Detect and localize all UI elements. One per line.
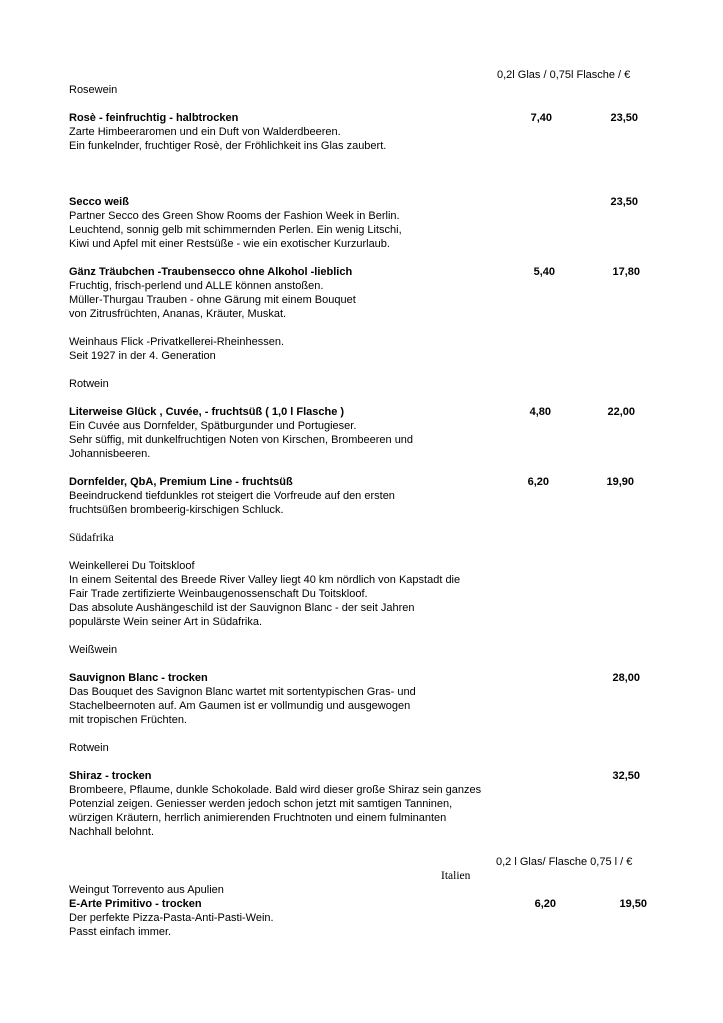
- wine-desc-shiraz-2: Potenzial zeigen. Geniesser werden jedoch schon jetzt mit samtigen Tanninen,: [69, 798, 453, 810]
- section-heading-suedafrika: Südafrika: [69, 532, 114, 544]
- wine-desc-sauvignon-1: Das Bouquet des Savignon Blanc wartet mit sortentypischen Gras- und: [69, 686, 416, 698]
- price-bottle-rose: 23,50: [610, 112, 638, 124]
- winery-dutoitskloof-5: populärste Wein seiner Art in Südafrika.: [69, 616, 263, 628]
- wine-desc-dornfelder-1: Beeindruckend tiefdunkles rot steigert die Vorfreude auf den ersten: [69, 490, 395, 502]
- winery-dutoitskloof-4: Das absolute Aushängeschild ist der Sauvignon Blanc - der seit Jahren: [69, 602, 415, 614]
- wine-desc-sauvignon-3: mit tropischen Früchten.: [69, 714, 187, 726]
- price-glass-rose: 7,40: [530, 112, 552, 124]
- wine-desc-shiraz-3: würzigen Kräutern, herrlich animierenden Fruchtnoten und einem fulminanten: [69, 812, 447, 824]
- price-bottle-sauvignon: 28,00: [612, 672, 640, 684]
- price-bottle-secco: 23,50: [610, 196, 638, 208]
- winery-torrevento: Weingut Torrevento aus Apulien: [69, 884, 224, 896]
- section-heading-weisswein: Weißwein: [69, 644, 118, 656]
- wine-desc-literweise-3: Johannisbeeren.: [69, 448, 151, 460]
- price-bottle-traubchen: 17,80: [612, 266, 640, 278]
- wine-name-traubchen: Gänz Träubchen -Traubensecco ohne Alkohol -lieblich: [69, 266, 353, 278]
- winery-dutoitskloof-1: Weinkellerei Du Toitskloof: [69, 560, 195, 572]
- wine-desc-traubchen-2: Müller-Thurgau Trauben - ohne Gärung mit einem Bouquet: [69, 294, 356, 306]
- wine-desc-traubchen-1: Fruchtig, frisch-perlend und ALLE können anstoßen.: [69, 280, 324, 292]
- winery-flick-1: Weinhaus Flick -Privatkellerei-Rheinhessen.: [69, 336, 284, 348]
- wine-desc-secco-2: Leuchtend, sonnig gelb mit schimmernden Perlen. Ein wenig Litschi,: [69, 224, 402, 236]
- wine-desc-rose-1: Zarte Himbeeraromen und ein Duft von Walderdbeeren.: [69, 126, 341, 138]
- wine-name-primitivo: E-Arte Primitivo - trocken: [69, 898, 202, 910]
- wine-desc-sauvignon-2: Stachelbeernoten auf. Am Gaumen ist er vollmundig und ausgewogen: [69, 700, 411, 712]
- price-bottle-primitivo: 19,50: [619, 898, 647, 910]
- winery-dutoitskloof-2: In einem Seitental des Breede River Valley liegt 40 km nördlich von Kapstadt die: [69, 574, 461, 586]
- wine-desc-shiraz-1: Brombeere, Pflaume, dunkle Schokolade. Bald wird dieser große Shiraz sein ganzes: [69, 784, 482, 796]
- winery-flick-2: Seit 1927 in der 4. Generation: [69, 350, 216, 362]
- wine-name-sauvignon: Sauvignon Blanc - trocken: [69, 672, 208, 684]
- wine-desc-primitivo-2: Passt einfach immer.: [69, 926, 172, 938]
- section-heading-rosewein: Rosewein: [69, 84, 118, 96]
- wine-name-secco: Secco weiß: [69, 196, 129, 208]
- price-glass-traubchen: 5,40: [533, 266, 555, 278]
- price-header-2: 0,2 l Glas/ Flasche 0,75 l / €: [496, 856, 633, 868]
- wine-name-rose: Rosè - feinfruchtig - halbtrocken: [69, 112, 239, 124]
- price-bottle-dornfelder: 19,90: [606, 476, 634, 488]
- wine-desc-shiraz-4: Nachhall belohnt.: [69, 826, 155, 838]
- price-glass-primitivo: 6,20: [534, 898, 556, 910]
- price-header: 0,2l Glas / 0,75l Flasche / €: [497, 69, 631, 81]
- wine-desc-literweise-2: Sehr süffig, mit dunkelfruchtigen Noten von Kirschen, Brombeeren und: [69, 434, 414, 446]
- wine-desc-secco-3: Kiwi und Apfel mit einer Restsüße - wie ein exotischer Kurzurlaub.: [69, 238, 390, 250]
- price-bottle-literweise: 22,00: [607, 406, 635, 418]
- price-glass-dornfelder: 6,20: [527, 476, 549, 488]
- wine-desc-secco-1: Partner Secco des Green Show Rooms der Fashion Week in Berlin.: [69, 210, 400, 222]
- winery-dutoitskloof-3: Fair Trade zertifizierte Weinbaugenossenschaft Du Toitskloof.: [69, 588, 368, 600]
- wine-name-dornfelder: Dornfelder, QbA, Premium Line - fruchtsüß: [69, 476, 293, 488]
- wine-name-literweise: Literweise Glück , Cuvée, - fruchtsüß ( 1,0 l Flasche ): [69, 406, 345, 418]
- section-heading-italien: Italien: [441, 870, 471, 882]
- wine-desc-primitivo-1: Der perfekte Pizza-Pasta-Anti-Pasti-Wein.: [69, 912, 274, 924]
- wine-desc-rose-2: Ein funkelnder, fruchtiger Rosè, der Fröhlichkeit ins Glas zaubert.: [69, 140, 387, 152]
- price-glass-literweise: 4,80: [529, 406, 551, 418]
- section-heading-rotwein-2: Rotwein: [69, 742, 109, 754]
- wine-desc-literweise-1: Ein Cuvée aus Dornfelder, Spätburgunder und Portugieser.: [69, 420, 357, 432]
- wine-name-shiraz: Shiraz - trocken: [69, 770, 152, 782]
- price-bottle-shiraz: 32,50: [612, 770, 640, 782]
- wine-desc-traubchen-3: von Zitrusfrüchten, Ananas, Kräuter, Muskat.: [69, 308, 287, 320]
- wine-desc-dornfelder-2: fruchtsüßen brombeerig-kirschigen Schluck.: [69, 504, 284, 516]
- section-heading-rotwein: Rotwein: [69, 378, 109, 390]
